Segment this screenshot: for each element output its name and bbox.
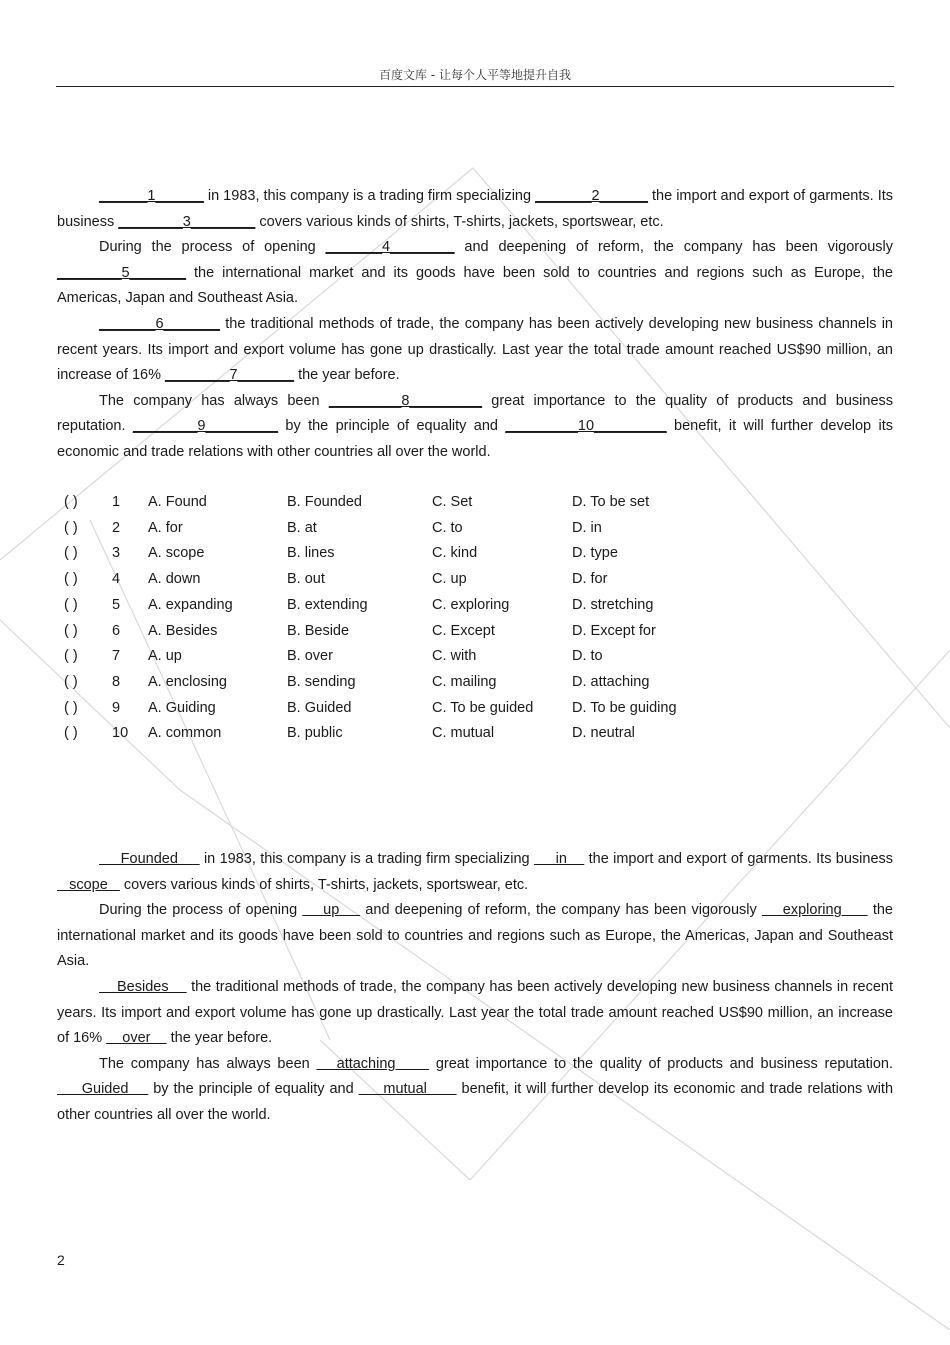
answer-paren: ( ) — [64, 699, 78, 716]
option-b: B. over — [287, 648, 333, 665]
option-b: B. Beside — [287, 622, 350, 639]
question-number: 10 — [112, 725, 129, 742]
option-a: A. common — [148, 725, 222, 742]
passage-paragraph: The company has always been _________8_________ great importance to the quality of products and business reputation. ________9_________ by the principle of equality and _________10_________ benefit, it will further develop its economic and trade relations with other countries all over the world. — [57, 392, 894, 460]
question-row — [64, 490, 712, 516]
answer-5: exploring — [761, 902, 868, 919]
page-header — [56, 66, 894, 87]
blank-4: _______4________ — [325, 239, 455, 256]
answer-6: Besides — [99, 978, 187, 995]
answer-paragraph: During the process of opening up and deepening of reform, the company has been vigorously exploring the international market and its goods have been sold to countries and regions such as Europe, the Americas, Japan and Southeast Asia. — [57, 902, 893, 970]
question-row — [64, 541, 712, 567]
question-number: 2 — [112, 519, 121, 536]
answer-9: Guided — [57, 1081, 149, 1098]
page-number: 2 — [57, 1252, 65, 1268]
option-b: B. extending — [287, 596, 368, 613]
options-table — [64, 490, 712, 747]
option-b: B. Guided — [287, 699, 352, 716]
option-d: D. To be guiding — [572, 699, 677, 716]
answer-paragraph: Founded in 1983, this company is a trading firm specializing in the import and export of garments. Its business scope covers various kinds of shirts, T-shirts, jackets, sportswear, etc. — [57, 851, 894, 893]
blank-6: _______6_______ — [99, 315, 220, 332]
option-a: A. Guiding — [148, 699, 216, 716]
option-d: D. stretching — [572, 596, 654, 613]
blank-2: _______2______ — [535, 188, 648, 204]
question-row — [64, 696, 712, 722]
blank-8: _________8_________ — [328, 392, 483, 409]
option-b: B. Founded — [287, 494, 362, 510]
question-number: 6 — [112, 622, 121, 639]
option-a: A. Found — [148, 494, 207, 510]
option-d: D. type — [572, 545, 618, 562]
option-c: C. Set — [432, 494, 473, 510]
option-c: C. Except — [432, 622, 495, 639]
blank-3: ________3________ — [118, 213, 256, 230]
option-c: C. mutual — [432, 725, 495, 742]
blank-1: ______1______ — [99, 188, 204, 204]
answer-paragraph: Besides the traditional methods of trade, the company has been actively developing new business channels in recent years. Its import and export volume has gone up drastically. Last year the total trade amount reached US$90 million, an increase of 16% over the year before. — [57, 978, 893, 1047]
question-row — [64, 593, 712, 619]
answer-paragraph: The company has always been attaching great importance to the quality of products and business reputation. Guided by the principle of equality and mutual benefit, it will further develop its economic and trade relations with other countries all over the world. — [57, 1055, 894, 1123]
header-title: 百度文库 - 让每个人平等地提升自我 — [379, 68, 571, 82]
option-d: D. in — [572, 519, 602, 536]
option-a: A. scope — [148, 545, 205, 562]
option-c: C. to — [432, 519, 463, 536]
option-d: D. for — [572, 571, 608, 588]
passage-paragraph: _______6_______ the traditional methods of trade, the company has been actively developing new business channels in recent years. Its import and export volume has gone up drastically. Last year the total trade amount reached US$90 million, an increase of 16% ________7_______ the year before. — [57, 315, 893, 384]
answer-paren: ( ) — [64, 725, 78, 742]
option-a: A. for — [148, 519, 183, 536]
answer-paren: ( ) — [64, 494, 78, 510]
question-number: 4 — [112, 571, 121, 588]
option-a: A. expanding — [148, 596, 233, 613]
answer-7: over — [106, 1030, 167, 1047]
option-d: D. to — [572, 648, 603, 665]
option-c: C. with — [432, 648, 477, 665]
option-b: B. lines — [287, 545, 335, 562]
option-b: B. at — [287, 519, 317, 536]
option-d: D. To be set — [572, 494, 650, 510]
option-d: D. Except for — [572, 622, 656, 639]
question-row — [64, 619, 712, 645]
question-number: 8 — [112, 673, 121, 690]
answer-8: attaching — [316, 1055, 430, 1072]
answer-paren: ( ) — [64, 596, 78, 613]
option-b: B. public — [287, 725, 343, 742]
passage-paragraph: During the process of opening _______4________ and deepening of reform, the company has been vigorously ________5_______ the international market and its goods have been sold to countries and regions such as Europe, the Americas, Japan and Southeast Asia. — [57, 239, 893, 307]
answer-paren: ( ) — [64, 622, 78, 639]
option-b: B. out — [287, 571, 325, 588]
question-row — [64, 721, 712, 747]
answer-paren: ( ) — [64, 648, 78, 665]
option-c: C. To be guided — [432, 699, 534, 716]
blank-9: ________9_________ — [132, 418, 279, 435]
question-number: 3 — [112, 545, 121, 562]
option-b: B. sending — [287, 673, 356, 690]
answer-2: in — [533, 851, 585, 867]
option-a: A. down — [148, 571, 201, 588]
option-c: C. mailing — [432, 673, 497, 690]
passage-paragraph: ______1______ in 1983, this company is a trading firm specializing _______2______ the import and export of garments. Its business ________3________ covers various kinds of shirts, T-shirts, jackets, sportswear, etc. — [57, 188, 894, 230]
blank-7: ________7_______ — [165, 367, 295, 384]
blank-10: _________10_________ — [505, 418, 667, 435]
option-c: C. kind — [432, 545, 478, 562]
option-c: C. up — [432, 571, 467, 588]
question-row — [64, 644, 712, 670]
option-a: A. Besides — [148, 622, 218, 639]
option-c: C. exploring — [432, 596, 510, 613]
question-number: 1 — [112, 494, 121, 510]
answer-10: mutual — [358, 1081, 457, 1098]
passage-answers — [57, 847, 893, 1129]
option-a: A. up — [148, 648, 182, 665]
answer-paren: ( ) — [64, 545, 78, 562]
answer-paren: ( ) — [64, 519, 78, 536]
answer-paren: ( ) — [64, 571, 78, 588]
question-number: 9 — [112, 699, 121, 716]
question-number: 5 — [112, 596, 121, 613]
answer-3: scope — [57, 876, 120, 893]
passage-blanks — [57, 184, 893, 466]
option-d: D. neutral — [572, 725, 635, 742]
question-row — [64, 567, 712, 593]
answer-4: up — [302, 902, 361, 919]
option-d: D. attaching — [572, 673, 650, 690]
answer-paren: ( ) — [64, 673, 78, 690]
blank-5: ________5_______ — [57, 264, 187, 281]
question-number: 7 — [112, 648, 121, 665]
question-row — [64, 670, 712, 696]
option-a: A. enclosing — [148, 673, 227, 690]
question-row — [64, 516, 712, 542]
answer-1: Founded — [99, 851, 200, 867]
